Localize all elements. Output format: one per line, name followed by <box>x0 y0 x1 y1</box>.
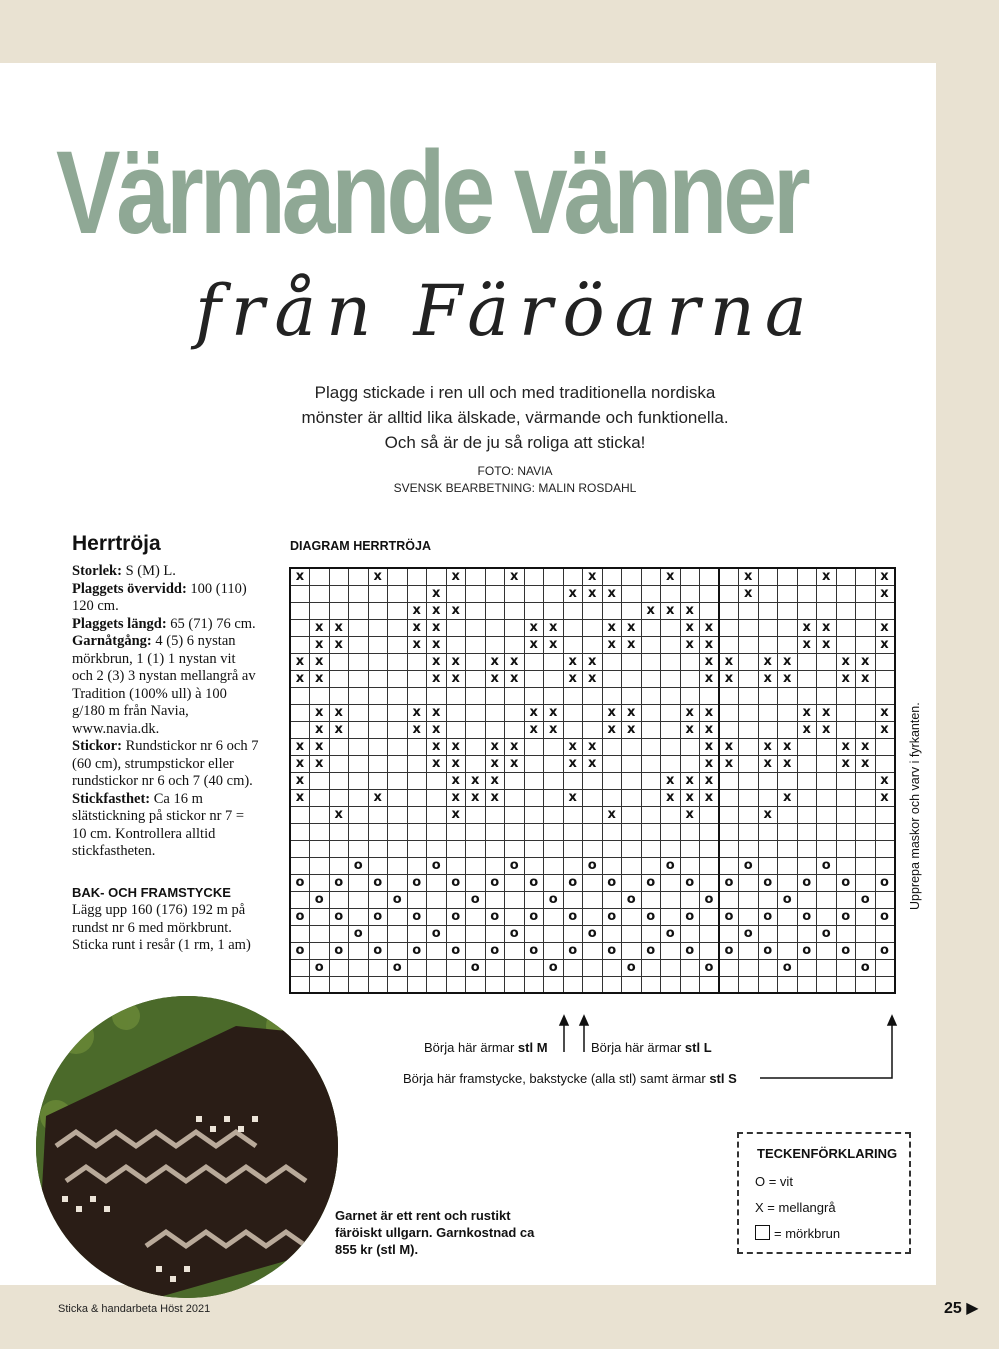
stitch-white: o <box>329 942 349 959</box>
stitch-grey: x <box>778 670 798 687</box>
stitch-grey: x <box>466 772 486 789</box>
stitch-white: o <box>388 891 408 908</box>
stitch-grey: x <box>641 602 661 619</box>
stitch-grey: x <box>758 670 778 687</box>
stitch-white: o <box>485 874 505 891</box>
arrow-head <box>560 1016 568 1025</box>
spec-text: S (M) L. <box>121 563 176 579</box>
stitch-grey: x <box>427 619 447 636</box>
stitch-grey: x <box>856 670 876 687</box>
stitch-grey: x <box>310 653 330 670</box>
start-size: stl L <box>684 1040 712 1055</box>
intro-line: Plagg stickade i ren ull och med traditionella nordiska <box>314 383 716 402</box>
stitch-grey: x <box>797 704 817 721</box>
stitch-grey: x <box>485 772 505 789</box>
stitch-grey: x <box>544 619 564 636</box>
stitch-grey: x <box>329 704 349 721</box>
photo-caption: Garnet är ett rent och rustikt färöiskt ullgarn. Garnkostnad ca 855 kr (stl M). <box>335 1208 535 1257</box>
stitch-grey: x <box>622 636 642 653</box>
stitch-white: o <box>446 942 466 959</box>
stitch-white: o <box>719 908 739 925</box>
stitch-white: o <box>739 925 759 942</box>
stitch-grey: x <box>485 738 505 755</box>
stitch-grey: x <box>427 602 447 619</box>
stitch-white: o <box>485 908 505 925</box>
start-text: Börja här framstycke, bakstycke (alla stl) samt ärmar <box>403 1071 710 1086</box>
stitch-grey: x <box>505 670 525 687</box>
stitch-grey: x <box>758 806 778 823</box>
stitch-white: o <box>797 942 817 959</box>
stitch-grey: x <box>407 602 427 619</box>
stitch-grey: x <box>407 636 427 653</box>
stitch-grey: x <box>680 602 700 619</box>
stitch-grey: x <box>485 755 505 772</box>
stitch-white: o <box>622 959 642 976</box>
stitch-grey: x <box>836 653 856 670</box>
legend-white: O = vit <box>755 1174 793 1189</box>
stitch-white: o <box>641 908 661 925</box>
sweater-photo <box>36 996 338 1298</box>
stitch-grey: x <box>427 738 447 755</box>
stitch-grey: x <box>661 602 681 619</box>
stitch-white: o <box>602 874 622 891</box>
stitch-white: o <box>368 908 388 925</box>
stitch-grey: x <box>427 585 447 602</box>
stitch-grey: x <box>836 738 856 755</box>
stitch-grey: x <box>427 721 447 738</box>
stitch-grey: x <box>427 670 447 687</box>
stitch-white: o <box>836 908 856 925</box>
stitch-grey: x <box>875 721 895 738</box>
stitch-grey: x <box>290 755 310 772</box>
stitch-white: o <box>661 925 681 942</box>
stitch-white: o <box>563 942 583 959</box>
stitch-white: o <box>856 891 876 908</box>
stitch-white: o <box>680 908 700 925</box>
stitch-white: o <box>368 942 388 959</box>
empty-square-icon <box>755 1225 770 1240</box>
stitch-grey: x <box>407 619 427 636</box>
stitch-grey: x <box>602 721 622 738</box>
stitch-grey: x <box>563 789 583 806</box>
stitch-grey: x <box>310 721 330 738</box>
stitch-grey: x <box>700 755 720 772</box>
stitch-grey: x <box>485 789 505 806</box>
stitch-white: o <box>485 942 505 959</box>
stitch-white: o <box>524 908 544 925</box>
stitch-grey: x <box>680 619 700 636</box>
stitch-white: o <box>583 925 603 942</box>
stitch-grey: x <box>427 704 447 721</box>
stitch-grey: x <box>700 636 720 653</box>
stitch-white: o <box>700 959 720 976</box>
stitch-grey: x <box>446 738 466 755</box>
stitch-white: o <box>583 857 603 874</box>
stitch-grey: x <box>524 704 544 721</box>
stitch-white: o <box>661 857 681 874</box>
stitch-grey: x <box>505 568 525 585</box>
start-text: Börja här ärmar <box>591 1040 685 1055</box>
stitch-grey: x <box>817 636 837 653</box>
stitch-grey: x <box>310 670 330 687</box>
stitch-white: o <box>446 908 466 925</box>
stitch-grey: x <box>875 585 895 602</box>
stitch-white: o <box>466 959 486 976</box>
stitch-grey: x <box>719 755 739 772</box>
stitch-grey: x <box>446 568 466 585</box>
repeat-note: Upprepa maskor och varv i fyrkanten. <box>908 702 922 910</box>
stitch-white: o <box>544 891 564 908</box>
start-label-m <box>424 1040 548 1055</box>
stitch-grey: x <box>544 636 564 653</box>
stitch-grey: x <box>875 789 895 806</box>
stitch-grey: x <box>563 653 583 670</box>
stitch-white: o <box>875 942 895 959</box>
stitch-white: o <box>329 908 349 925</box>
section-heading: BAK- OCH FRAMSTYCKE <box>72 885 231 900</box>
stitch-white: o <box>349 857 369 874</box>
start-label-l <box>591 1040 712 1055</box>
stitch-grey: x <box>446 755 466 772</box>
stitch-grey: x <box>700 670 720 687</box>
stitch-white: o <box>524 874 544 891</box>
stitch-grey: x <box>290 670 310 687</box>
stitch-grey: x <box>602 806 622 823</box>
pattern-title: Herrtröja <box>72 532 161 555</box>
stitch-grey: x <box>817 704 837 721</box>
stitch-white: o <box>407 908 427 925</box>
stitch-grey: x <box>797 636 817 653</box>
stitch-grey: x <box>446 772 466 789</box>
stitch-white: o <box>349 925 369 942</box>
start-size: stl S <box>709 1071 737 1086</box>
stitch-grey: x <box>407 721 427 738</box>
stitch-white: o <box>700 891 720 908</box>
stitch-grey: x <box>817 619 837 636</box>
stitch-grey: x <box>836 755 856 772</box>
stitch-grey: x <box>700 772 720 789</box>
stitch-grey: x <box>680 636 700 653</box>
stitch-white: o <box>524 942 544 959</box>
stitch-grey: x <box>602 619 622 636</box>
stitch-grey: x <box>505 653 525 670</box>
stitch-white: o <box>446 874 466 891</box>
stitch-grey: x <box>290 568 310 585</box>
stitch-grey: x <box>466 789 486 806</box>
stitch-white: o <box>758 908 778 925</box>
legend-brown <box>755 1225 840 1241</box>
stitch-grey: x <box>446 653 466 670</box>
stitch-grey: x <box>505 738 525 755</box>
spec-label: Garnåtgång: <box>72 633 152 649</box>
stitch-grey: x <box>700 721 720 738</box>
stitch-grey: x <box>563 670 583 687</box>
stitch-grey: x <box>544 721 564 738</box>
start-size: stl M <box>517 1040 548 1055</box>
stitch-white: o <box>836 874 856 891</box>
intro-line: Och så är de ju så roliga att sticka! <box>384 433 646 452</box>
spec-label: Plaggets längd: <box>72 615 167 632</box>
stitch-grey: x <box>524 619 544 636</box>
stitch-white: o <box>427 925 447 942</box>
stitch-grey: x <box>622 704 642 721</box>
stitch-grey: x <box>563 738 583 755</box>
stitch-grey: x <box>778 789 798 806</box>
stitch-white: o <box>641 874 661 891</box>
stitch-grey: x <box>310 755 330 772</box>
stitch-grey: x <box>329 636 349 653</box>
stitch-grey: x <box>680 721 700 738</box>
stitch-white: o <box>680 942 700 959</box>
stitch-grey: x <box>368 568 388 585</box>
spec-label: Stickor: <box>72 738 122 754</box>
stitch-grey: x <box>797 721 817 738</box>
stitch-grey: x <box>602 704 622 721</box>
stitch-grey: x <box>700 653 720 670</box>
stitch-grey: x <box>602 585 622 602</box>
stitch-grey: x <box>700 704 720 721</box>
stitch-white: o <box>719 874 739 891</box>
stitch-white: o <box>778 891 798 908</box>
stitch-grey: x <box>875 568 895 585</box>
chart-legend <box>737 1132 911 1254</box>
diagram-label: DIAGRAM HERRTRÖJA <box>290 539 431 553</box>
stitch-white: o <box>739 857 759 874</box>
spec-text: Ca 16 m slätstickning på stickor nr 7 = 10 cm. Kontrollera alltid stickfastheten. <box>72 790 245 859</box>
stitch-grey: x <box>719 670 739 687</box>
stitch-grey: x <box>427 653 447 670</box>
stitch-white: o <box>427 857 447 874</box>
stitch-white: o <box>817 925 837 942</box>
stitch-white: o <box>875 908 895 925</box>
stitch-white: o <box>407 874 427 891</box>
stitch-grey: x <box>758 755 778 772</box>
stitch-grey: x <box>817 721 837 738</box>
stitch-grey: x <box>446 602 466 619</box>
stitch-grey: x <box>622 721 642 738</box>
legend-title: TECKENFÖRKLARING <box>757 1146 898 1161</box>
page-number <box>944 1298 979 1318</box>
stitch-grey: x <box>524 636 544 653</box>
stitch-white: o <box>622 891 642 908</box>
stitch-grey: x <box>310 636 330 653</box>
stitch-white: o <box>544 959 564 976</box>
stitch-grey: x <box>817 568 837 585</box>
stitch-grey: x <box>583 670 603 687</box>
stitch-grey: x <box>680 704 700 721</box>
stitch-grey: x <box>856 738 876 755</box>
stitch-grey: x <box>310 704 330 721</box>
stitch-grey: x <box>661 789 681 806</box>
legend-grey: X = mellangrå <box>755 1200 836 1215</box>
stitch-white: o <box>758 874 778 891</box>
stitch-grey: x <box>290 653 310 670</box>
stitch-white: o <box>407 942 427 959</box>
stitch-white: o <box>466 891 486 908</box>
stitch-grey: x <box>680 806 700 823</box>
stitch-grey: x <box>563 755 583 772</box>
stitch-grey: x <box>856 755 876 772</box>
stitch-grey: x <box>875 636 895 653</box>
stitch-grey: x <box>856 653 876 670</box>
spec-label: Storlek: <box>72 563 122 579</box>
stitch-grey: x <box>700 738 720 755</box>
stitch-grey: x <box>700 789 720 806</box>
stitch-grey: x <box>485 653 505 670</box>
stitch-grey: x <box>407 704 427 721</box>
stitch-grey: x <box>719 738 739 755</box>
stitch-grey: x <box>583 738 603 755</box>
stitch-white: o <box>563 874 583 891</box>
stitch-grey: x <box>563 585 583 602</box>
spec-text: Rundstickor nr 6 och 7 (60 cm), strumpstickor eller rundstickor nr 6 och 7 (40 cm). <box>72 738 259 789</box>
stitch-grey: x <box>544 704 564 721</box>
stitch-grey: x <box>680 772 700 789</box>
start-label-s <box>403 1071 737 1086</box>
stitch-grey: x <box>290 738 310 755</box>
stitch-white: o <box>641 942 661 959</box>
stitch-grey: x <box>329 806 349 823</box>
stitch-white: o <box>329 874 349 891</box>
stitch-grey: x <box>739 585 759 602</box>
stitch-grey: x <box>427 755 447 772</box>
legend-brown-text: = mörkbrun <box>774 1226 841 1241</box>
spec-label: Stickfasthet: <box>72 790 151 807</box>
stitch-grey: x <box>778 738 798 755</box>
stitch-grey: x <box>700 619 720 636</box>
stitch-white: o <box>817 857 837 874</box>
arrow-line <box>760 1022 892 1078</box>
stitch-grey: x <box>836 670 856 687</box>
stitch-grey: x <box>661 568 681 585</box>
stitch-grey: x <box>875 772 895 789</box>
stitch-grey: x <box>778 755 798 772</box>
page-number-text: 25 <box>944 1300 962 1317</box>
stitch-grey: x <box>583 585 603 602</box>
stitch-grey: x <box>719 653 739 670</box>
stitch-grey: x <box>661 772 681 789</box>
stitch-grey: x <box>758 738 778 755</box>
arrow-head <box>888 1016 896 1025</box>
stitch-white: o <box>290 942 310 959</box>
sweater-illustration <box>36 996 338 1298</box>
spec-text: 100 (110) 120 cm. <box>72 580 247 614</box>
spec-text: 65 (71) 76 cm. <box>166 615 256 632</box>
adaptation-credit: SVENSK BEARBETNING: MALIN ROSDAHL <box>393 481 637 495</box>
stitch-grey: x <box>446 806 466 823</box>
stitch-white: o <box>836 942 856 959</box>
stitch-white: o <box>505 857 525 874</box>
page-title: Värmande vänner <box>56 127 807 259</box>
stitch-white: o <box>310 959 330 976</box>
stitch-white: o <box>778 959 798 976</box>
next-page-arrow-icon: ▶ <box>966 1300 979 1317</box>
stitch-grey: x <box>875 619 895 636</box>
stitch-grey: x <box>583 755 603 772</box>
stitch-grey: x <box>505 755 525 772</box>
stitch-grey: x <box>680 789 700 806</box>
stitch-white: o <box>602 942 622 959</box>
stitch-grey: x <box>583 568 603 585</box>
stitch-grey: x <box>290 772 310 789</box>
stitch-white: o <box>388 959 408 976</box>
stitch-grey: x <box>310 619 330 636</box>
section-text: Lägg upp 160 (176) 192 m på rundst nr 6 med mörkbrunt. Sticka runt i resår (1 rm, 1 am) <box>72 902 251 953</box>
spec-text: 4 (5) 6 nystan mörkbrun, 1 (1) 1 nystan vit och 2 (3) 3 nystan mellangrå av Tradition (100% ull) à 100 g/180 m från Navia, www.navia.dk. <box>72 633 256 737</box>
stitch-grey: x <box>797 619 817 636</box>
stitch-white: o <box>856 959 876 976</box>
stitch-grey: x <box>310 738 330 755</box>
stitch-grey: x <box>602 636 622 653</box>
stitch-grey: x <box>758 653 778 670</box>
stitch-grey: x <box>485 670 505 687</box>
stitch-grey: x <box>524 721 544 738</box>
stitch-white: o <box>505 925 525 942</box>
stitch-grey: x <box>622 619 642 636</box>
stitch-white: o <box>368 874 388 891</box>
stitch-grey: x <box>427 636 447 653</box>
stitch-white: o <box>797 874 817 891</box>
stitch-white: o <box>563 908 583 925</box>
start-text: Börja här ärmar <box>424 1040 518 1055</box>
stitch-white: o <box>758 942 778 959</box>
stitch-white: o <box>602 908 622 925</box>
stitch-grey: x <box>739 568 759 585</box>
stitch-grey: x <box>446 670 466 687</box>
photo-credit: FOTO: NAVIA <box>477 464 553 478</box>
stitch-white: o <box>875 874 895 891</box>
stitch-white: o <box>680 874 700 891</box>
spec-label: Plaggets övervidd: <box>72 580 187 597</box>
stitch-grey: x <box>778 653 798 670</box>
arrow-head <box>580 1016 588 1025</box>
stitch-white: o <box>797 908 817 925</box>
stitch-grey: x <box>290 789 310 806</box>
stitch-grey: x <box>875 704 895 721</box>
stitch-white: o <box>310 891 330 908</box>
stitch-grey: x <box>329 721 349 738</box>
stitch-white: o <box>719 942 739 959</box>
stitch-white: o <box>290 908 310 925</box>
stitch-white: o <box>290 874 310 891</box>
intro-line: mönster är alltid lika älskade, värmande och funktionella. <box>301 408 729 427</box>
stitch-grey: x <box>329 619 349 636</box>
page-subtitle: från Färöarna <box>195 270 817 352</box>
magazine-name: Sticka & handarbeta Höst 2021 <box>58 1303 211 1315</box>
stitch-grey: x <box>446 789 466 806</box>
stitch-grey: x <box>583 653 603 670</box>
stitch-grey: x <box>368 789 388 806</box>
